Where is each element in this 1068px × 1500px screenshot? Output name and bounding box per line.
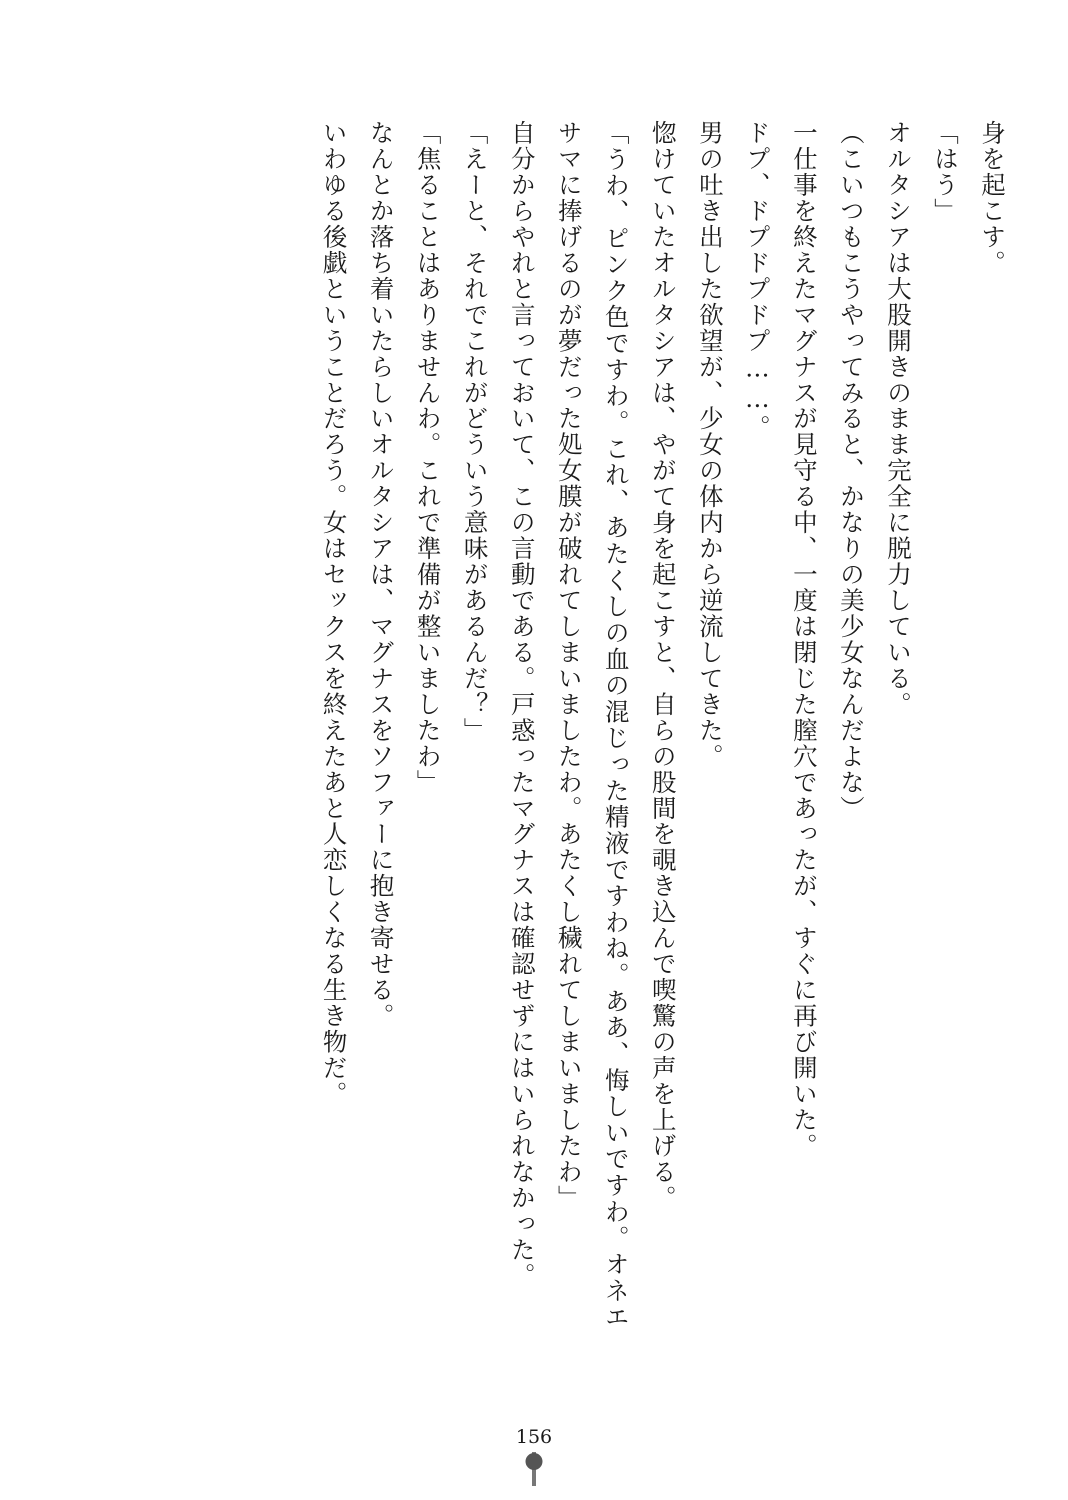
paragraph: 「はう」 [930,120,960,224]
paragraph: 一仕事を終えたマグナスが見守る中、一度は閉じた膣穴であったが、すぐに再び開いた。 [789,120,819,1159]
paragraph: オルタシアは大股開きのまま完全に脱力している。 [883,120,913,718]
footer-dot-icon [526,1453,543,1470]
paragraph: 「えーと、それでこれがどういう意味があるんだ？」 [460,120,490,744]
paragraph: 「うわ、ピンク色ですわ。これ、あたくしの血の混じった精液ですわね。ああ、悔しいですわ。オネエサマに捧げるのが夢だった処女膜が破れてしまいましたわ。あたくし穢れてしまいましたわ」 [554,120,631,1330]
paragraph: いわゆる後戯ということだろう。女はセックスを終えたあと人恋しくなる生き物だ。 [319,120,349,1107]
paragraph: 自分からやれと言っておいて、この言動である。戸惑ったマグナスは確認せずにはいられなかった。 [507,120,537,1289]
paragraph: ドプ、ドプドプドプ……。 [742,120,772,441]
paragraph: 男の吐き出した欲望が、少女の体内から逆流してきた。 [695,120,725,770]
paragraph: （こいつもこうやってみると、かなりの美少女なんだよな） [836,120,866,822]
page-body-text [136,120,1016,1330]
paragraph: なんとか落ち着いたらしいオルタシアは、マグナスをソファーに抱き寄せる。 [366,120,396,1029]
paragraph: 「焦ることはありませんわ。これで準備が整いましたわ」 [413,120,443,796]
paragraph: 惚けていたオルタシアは、やがて身を起こすと、自らの股間を覗き込んで喫驚の声を上げる。 [648,120,678,1211]
page-number: 156 [515,1426,553,1448]
paragraph: 身を起こす。 [978,120,1007,276]
